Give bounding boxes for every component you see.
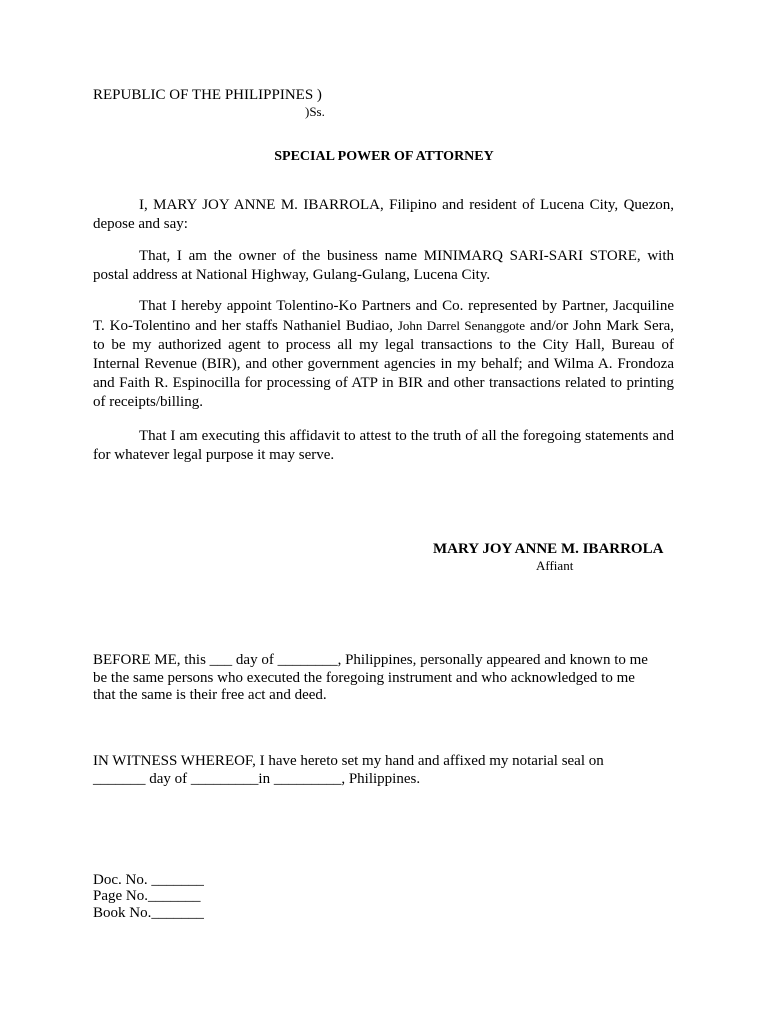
- paragraph-text: and/or John Mark Sera, to be my authorized agent to process all my legal transactions to the City Hall, Bureau of Internal Revenue (BIR), and other government agencies in my behalf; and Wilma A. Frondoza and Faith R. Espinocilla for processing of ATP in BIR and other transactions related to printing of receipts/billing.: [93, 318, 675, 410]
- paragraph-text: That I hereby appoint Tolentino-Ko Partners and Co. represented by Partner, Jacquiline T. Ko-Tolentino and her staffs Nathaniel Budiao,: [93, 298, 674, 334]
- notary-line: _______ day of _________in _________, Philippines.: [93, 770, 421, 787]
- notary-line: be the same persons who executed the foregoing instrument and who acknowledged to me: [93, 669, 635, 686]
- paragraph-text: That I am executing this affidavit to attest to the truth of all the foregoing statements and for whatever legal purpose it may serve.: [93, 428, 674, 463]
- signatory-name: MARY JOY ANNE M. IBARROLA: [433, 541, 664, 557]
- notary-before-me: [93, 652, 648, 705]
- book-number: Book No._______: [93, 905, 204, 921]
- document-title: SPECIAL POWER OF ATTORNEY: [274, 149, 494, 164]
- paragraph-text-small: John Darrel Senanggote: [397, 318, 525, 333]
- notary-line: that the same is their free act and deed.: [93, 687, 327, 703]
- paragraph-affiant-identity: [93, 196, 674, 234]
- doc-number: Doc. No. _______: [93, 872, 204, 888]
- notary-line: IN WITNESS WHEREOF, I have hereto set my hand and affixed my notarial seal on: [93, 753, 604, 769]
- paragraph-business-ownership: [93, 247, 674, 285]
- paragraph-purpose: [93, 427, 674, 465]
- signatory-role: Affiant: [536, 558, 574, 573]
- paragraph-appointment: [93, 297, 674, 412]
- venue-line: REPUBLIC OF THE PHILIPPINES ): [93, 87, 322, 103]
- page-number: Page No._______: [93, 888, 201, 904]
- ss-marker: )Ss.: [305, 104, 325, 119]
- notary-line: BEFORE ME, this ___ day of ________, Philippines, personally appeared and known to me: [93, 652, 648, 668]
- notary-witness: [93, 753, 604, 788]
- paragraph-text: I, MARY JOY ANNE M. IBARROLA, Filipino and resident of Lucena City, Quezon, depose and say:: [93, 197, 674, 232]
- paragraph-text: That, I am the owner of the business name MINIMARQ SARI-SARI STORE, with postal address at National Highway, Gulang-Gulang, Lucena City.: [93, 248, 674, 283]
